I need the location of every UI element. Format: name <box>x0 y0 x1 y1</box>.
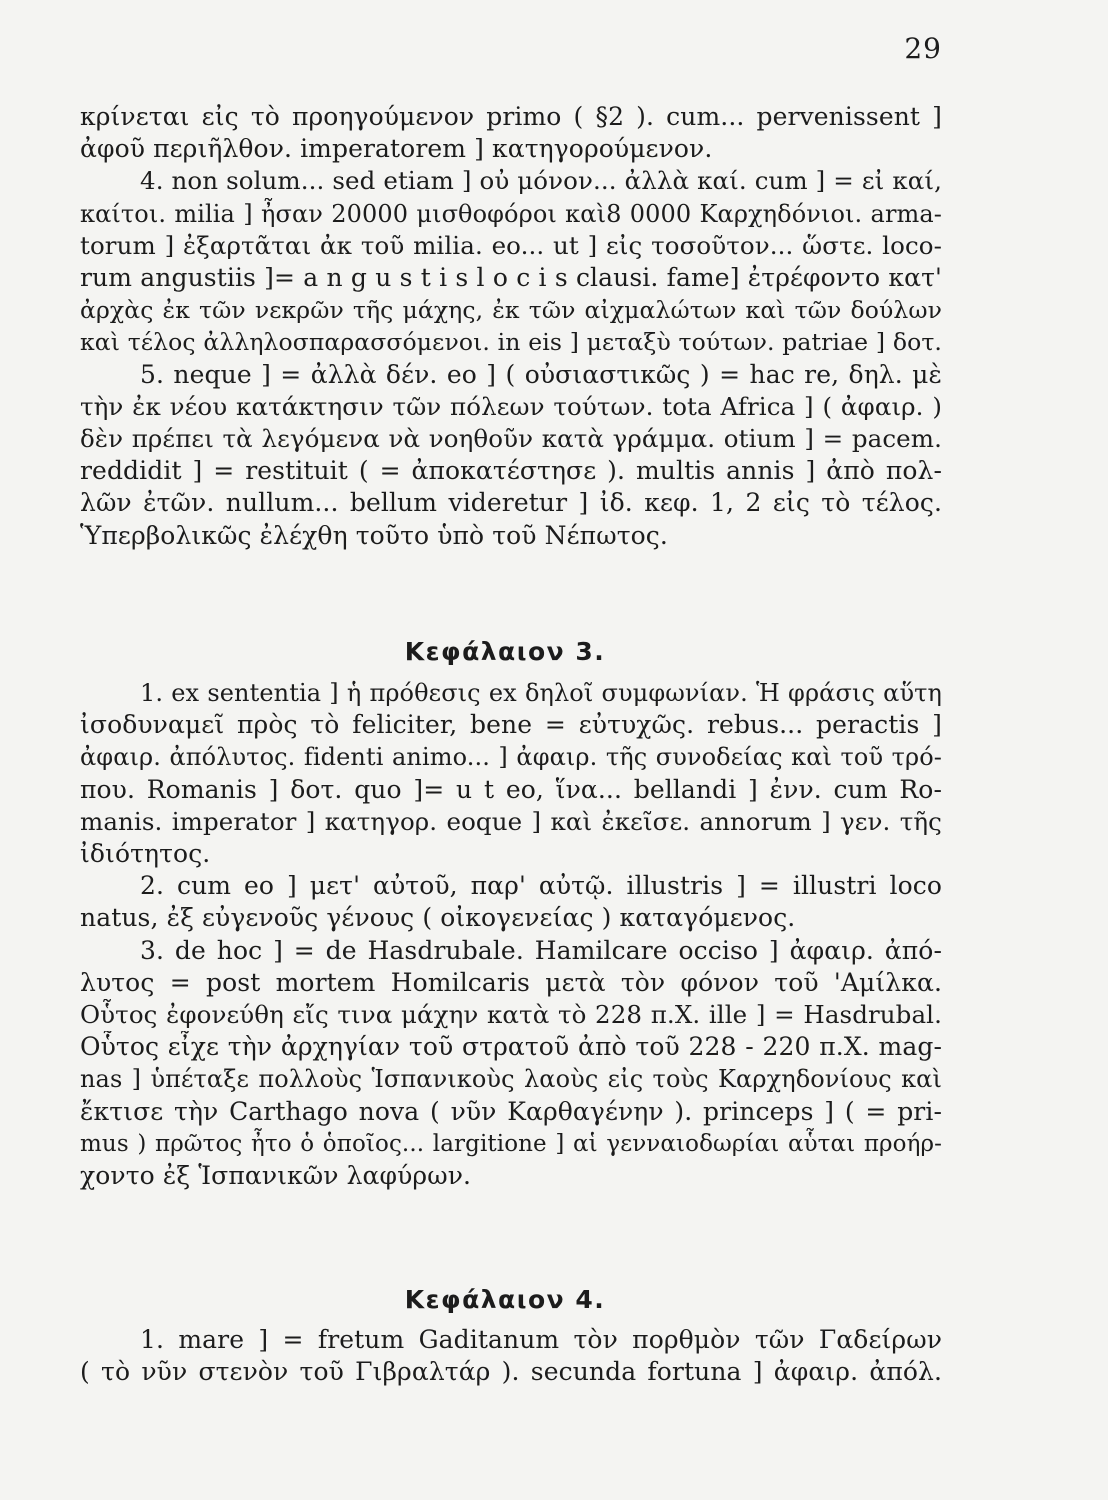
text-line: manis. imperator ] κατηγορ. eoque ] καὶ ἐκεῖσε. annorum ] γεν. τῆς <box>80 806 942 836</box>
text-line: λῶν ἐτῶν. nullum... bellum videretur ] ἰδ. κεφ. 1, 2 εἰς τὸ τέλος. <box>80 488 942 518</box>
commentary-block-chapter-3 <box>80 677 942 1192</box>
text-line: τὴν ἐκ νέου κατάκτησιν τῶν πόλεων τούτων. tota Africa ] ( ἀφαιρ. ) <box>80 391 942 421</box>
chapter-3-heading: Κεφάλαιον 3. <box>404 637 606 666</box>
text-line: 2. cum eo ] μετ' αὐτοῦ, παρ' αὐτῷ. illustris ] = illustri loco <box>140 871 942 901</box>
text-line: rum angustiis ]= a n g u s t i s l o c i s clausi. fame] ἐτρέφοντο κατ' <box>80 263 942 293</box>
text-line: Οὗτος ἐφονεύθη εἴς τινα μάχην κατὰ τὸ 228 π.Χ. ille ] = Hasdrubal. <box>80 1000 942 1030</box>
text-line: 3. de hoc ] = de Hasdrubale. Hamilcare occiso ] ἀφαιρ. ἀπό- <box>140 935 942 965</box>
commentary-block-chapter-2 <box>80 101 942 552</box>
text-line: Οὗτος εἶχε τὴν ἀρχηγίαν τοῦ στρατοῦ ἀπὸ τοῦ 228 - 220 π.Χ. mag- <box>80 1032 942 1062</box>
text-line: torum ] ἐξαρτᾶται ἀκ τοῦ milia. eo... ut ] εἰς τοσοῦτον... ὥστε. loco- <box>80 230 942 260</box>
text-line: δὲν πρέπει τὰ λεγόμενα νὰ νοηθοῦν κατὰ γράμμα. otium ] = pacem. <box>80 424 942 454</box>
text-line: natus, ἐξ εὐγενοῦς γένους ( οἰκογενείας ) καταγόμενος. <box>80 903 796 933</box>
text-line: καίτοι. milia ] ἦσαν 20000 μισθοφόροι καὶ8 0000 Καρχηδόνιοι. arma- <box>80 199 942 228</box>
text-line: ἀφοῦ περιῆλθον. imperatorem ] κατηγορούμενον. <box>80 134 713 164</box>
text-line: ἔκτισε τὴν Carthago nova ( νῦν Καρθαγένην ). princeps ] ( = pri- <box>80 1096 942 1126</box>
text-line: ἀφαιρ. ἀπόλυτος. fidenti animo... ] ἀφαιρ. τῆς συνοδείας καὶ τοῦ τρό- <box>80 743 942 772</box>
text-line: ἰσοδυναμεῖ πρὸς τὸ feliciter, bene = εὐτυχῶς. rebus... peractis ] <box>80 710 942 740</box>
text-line: ἀρχὰς ἐκ τῶν νεκρῶν τῆς μάχης, ἐκ τῶν αἰχμαλώτων καὶ τῶν δούλων <box>80 296 942 325</box>
text-line: κρίνεται εἰς τὸ προηγούμενον primo ( §2 ). cum... pervenissent ] <box>80 102 942 131</box>
text-line: ἰδιότητος. <box>80 839 211 869</box>
text-line: Ὑπερβολικῶς ἐλέχθη τοῦτο ὑπὸ τοῦ Νέπωτος. <box>80 520 668 550</box>
page-number: 29 <box>904 32 942 65</box>
text-line: mus ) πρῶτος ἦτο ὁ ὁποῖος... largitione ] αἱ γενναιοδωρίαι αὗται προήρ- <box>80 1130 942 1157</box>
text-line: που. Romanis ] δοτ. quo ]= u t eo, ἵνα... bellandi ] ἐνν. cum Ro- <box>80 774 942 804</box>
chapter-4-heading: Κεφάλαιον 4. <box>404 1285 606 1314</box>
text-line: 1. ex sententia ] ἡ πρόθεσις ex δηλοῖ συμφωνίαν. Ἡ φράσις αὕτη <box>140 679 942 707</box>
commentary-block-chapter-4 <box>80 1324 942 1388</box>
text-line: nas ] ὑπέταξε πολλοὺς Ἱσπανικοὺς λαοὺς εἰς τοὺς Καρχηδονίους καὶ <box>80 1065 942 1094</box>
text-line: χοντο ἐξ Ἱσπανικῶν λαφύρων. <box>80 1161 472 1191</box>
text-line: 5. neque ] = ἀλλὰ δέν. eo ] ( οὐσιαστικῶς ) = hac re, δηλ. μὲ <box>140 359 942 389</box>
text-line: 1. mare ] = fretum Gaditanum τὸν πορθμὸν τῶν Γαδείρων <box>140 1325 942 1354</box>
text-line: καὶ τέλος ἀλληλοσπαρασσόμενοι. in eis ] μεταξὺ τούτων. patriae ] δοτ. <box>80 328 942 357</box>
text-line: ( τὸ νῦν στενὸν τοῦ Γιβραλτάρ ). secunda fortuna ] ἀφαιρ. ἀπόλ. <box>80 1357 942 1387</box>
text-line: reddidit ] = restituit ( = ἀποκατέστησε ). multis annis ] ἀπὸ πολ- <box>80 456 942 486</box>
text-line: 4. non solum... sed etiam ] οὐ μόνον... ἀλλὰ καί. cum ] = εἰ καί, <box>140 166 942 196</box>
text-line: λυτος = post mortem Homilcaris μετὰ τὸν φόνον τοῦ 'Αμίλκα. <box>80 967 942 997</box>
